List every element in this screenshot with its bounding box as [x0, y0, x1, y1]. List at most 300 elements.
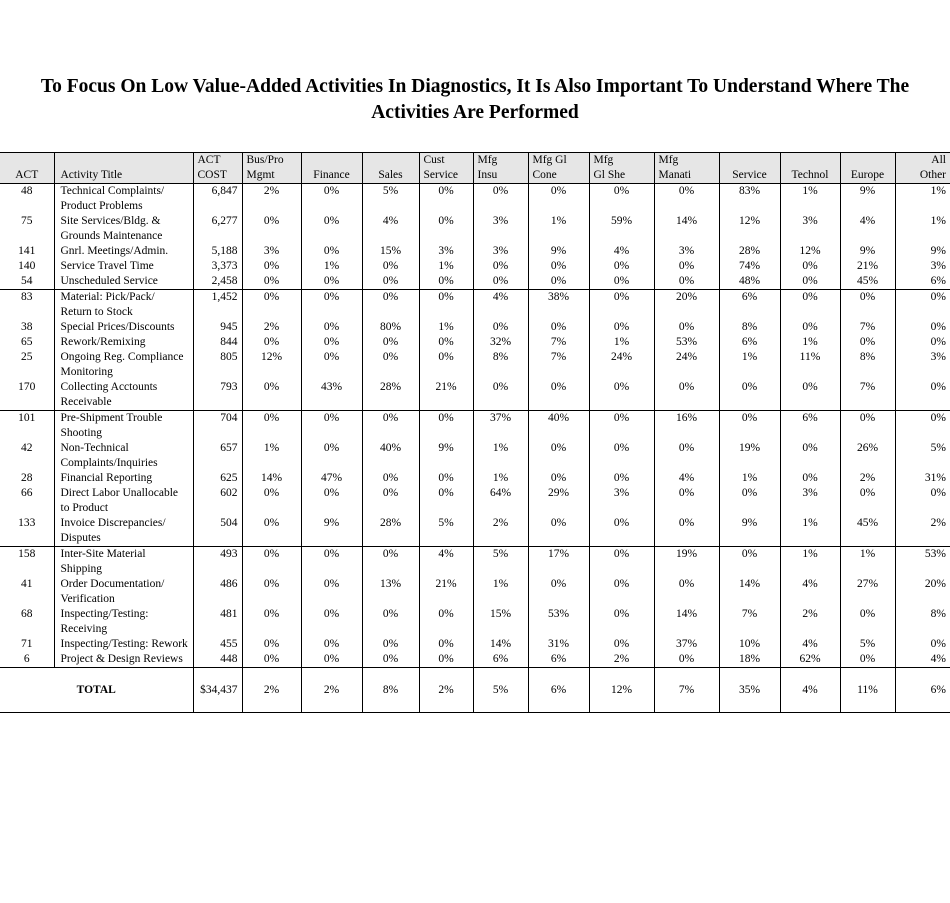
act-cost-cell: 2,458: [193, 274, 242, 290]
percent-cell: 1%: [419, 259, 473, 274]
percent-cell: 4%: [473, 290, 528, 321]
percent-cell: 1%: [419, 320, 473, 335]
header-line2: Technol: [791, 169, 829, 181]
percent-cell: 0%: [840, 486, 895, 516]
activity-title-cell: Ongoing Reg. Compliance Monitoring: [54, 350, 193, 380]
percent-cell: 6%: [895, 274, 950, 290]
header-cell-finance: [301, 153, 362, 184]
percent-cell: 0%: [242, 516, 301, 547]
activity-title-cell: Material: Pick/Pack/ Return to Stock: [54, 290, 193, 321]
percent-cell: 3%: [242, 244, 301, 259]
table-row: [0, 441, 950, 471]
percent-cell: 53%: [895, 547, 950, 578]
header-line2: Other: [919, 169, 946, 181]
percent-cell: 3%: [419, 244, 473, 259]
percent-cell: 0%: [301, 652, 362, 668]
percent-cell: 1%: [242, 441, 301, 471]
act-number-cell: 170: [18, 381, 36, 393]
percent-cell: 40%: [362, 441, 419, 471]
header-line2: ACT: [15, 169, 39, 181]
percent-cell: 13%: [362, 577, 419, 607]
activity-title-cell: Inspecting/Testing: Receiving: [54, 607, 193, 637]
act-cost-cell: 1,452: [193, 290, 242, 321]
table-row: [0, 547, 950, 578]
percent-cell: 4%: [362, 214, 419, 244]
percent-cell: 0%: [589, 184, 654, 215]
percent-cell: 0%: [362, 607, 419, 637]
header-cell-technol: [780, 153, 840, 184]
percent-cell: 1%: [301, 259, 362, 274]
percent-cell: 0%: [242, 637, 301, 652]
percent-cell: 0%: [528, 320, 589, 335]
act-cost-cell: 5,188: [193, 244, 242, 259]
percent-cell: 3%: [473, 214, 528, 244]
header-cell-bus-pro-mgmt: [242, 153, 301, 184]
table-row: [0, 516, 950, 547]
percent-cell: 0%: [301, 335, 362, 350]
percent-cell: 0%: [242, 335, 301, 350]
percent-cell: 0%: [654, 516, 719, 547]
percent-cell: 0%: [589, 259, 654, 274]
percent-cell: 0%: [589, 380, 654, 411]
percent-cell: 47%: [301, 471, 362, 486]
percent-cell: 14%: [654, 607, 719, 637]
header-line2: COST: [197, 169, 227, 181]
percent-cell: 0%: [654, 320, 719, 335]
percent-cell: 0%: [419, 411, 473, 442]
percent-cell: 1%: [780, 184, 840, 215]
percent-cell: 24%: [589, 350, 654, 380]
act-number-cell: 41: [21, 578, 33, 590]
act-number-cell: 65: [21, 336, 33, 348]
act-cost-cell: 481: [193, 607, 242, 637]
act-number-cell: 75: [21, 215, 33, 227]
percent-cell: 6%: [473, 652, 528, 668]
act-number-cell: 83: [0, 290, 54, 321]
total-percent-cell: 6%: [895, 668, 950, 713]
act-cost-cell: 625: [193, 471, 242, 486]
activity-title-cell: Order Documentation/ Verification: [54, 577, 193, 607]
header-line2: Activity Title: [60, 169, 123, 181]
header-cell-mfg-manati: [654, 153, 719, 184]
percent-cell: 0%: [780, 259, 840, 274]
header-cell-cust-service: [419, 153, 473, 184]
header-cell-europe: [840, 153, 895, 184]
percent-cell: 1%: [780, 547, 840, 578]
percent-cell: 0%: [242, 652, 301, 668]
percent-cell: 8%: [840, 350, 895, 380]
percent-cell: 9%: [301, 516, 362, 547]
table-row: [0, 320, 950, 335]
act-cost-cell: 793: [193, 380, 242, 411]
percent-cell: 0%: [589, 471, 654, 486]
percent-cell: 28%: [362, 380, 419, 411]
header-line2: Service: [732, 169, 767, 181]
percent-cell: 29%: [528, 486, 589, 516]
percent-cell: 74%: [719, 259, 780, 274]
percent-cell: 3%: [895, 259, 950, 274]
percent-cell: 0%: [301, 274, 362, 290]
percent-cell: 0%: [589, 441, 654, 471]
activity-title-cell: Rework/Remixing: [54, 335, 193, 350]
percent-cell: 7%: [719, 607, 780, 637]
header-line2: Service: [423, 169, 458, 181]
table-row: [0, 380, 950, 411]
act-number-cell: 140: [18, 260, 36, 272]
percent-cell: 0%: [301, 607, 362, 637]
header-line2: Cone: [532, 169, 557, 181]
percent-cell: 0%: [301, 214, 362, 244]
percent-cell: 0%: [654, 441, 719, 471]
percent-cell: 6%: [780, 411, 840, 442]
percent-cell: 1%: [473, 471, 528, 486]
header-line1: Cust: [423, 154, 445, 166]
percent-cell: 4%: [840, 214, 895, 244]
act-number-cell: 28: [21, 472, 33, 484]
act-number-cell: 6: [23, 653, 30, 665]
header-cell-act-cost: [193, 153, 242, 184]
percent-cell: 5%: [419, 516, 473, 547]
percent-cell: 0%: [840, 411, 895, 442]
act-number-cell: 71: [21, 638, 33, 650]
percent-cell: 27%: [840, 577, 895, 607]
activity-title-cell: Unscheduled Service: [54, 274, 193, 290]
act-number-cell: 42: [21, 442, 33, 454]
percent-cell: 7%: [528, 350, 589, 380]
percent-cell: 12%: [780, 244, 840, 259]
percent-cell: 4%: [780, 577, 840, 607]
table-body: [0, 184, 950, 713]
percent-cell: 4%: [654, 471, 719, 486]
percent-cell: 7%: [528, 335, 589, 350]
percent-cell: 14%: [473, 637, 528, 652]
table-row: [0, 471, 950, 486]
percent-cell: 9%: [840, 244, 895, 259]
table-row: [0, 244, 950, 259]
percent-cell: 0%: [419, 652, 473, 668]
percent-cell: 59%: [589, 214, 654, 244]
percent-cell: 0%: [362, 274, 419, 290]
percent-cell: 0%: [895, 320, 950, 335]
act-cost-cell: 704: [193, 411, 242, 442]
act-number-cell: 101: [0, 411, 54, 442]
percent-cell: 3%: [473, 244, 528, 259]
percent-cell: 0%: [362, 547, 419, 578]
percent-cell: 0%: [473, 184, 528, 215]
percent-cell: 0%: [780, 380, 840, 411]
percent-cell: 0%: [473, 274, 528, 290]
percent-cell: 0%: [895, 411, 950, 442]
percent-cell: 1%: [589, 335, 654, 350]
percent-cell: 9%: [419, 441, 473, 471]
percent-cell: 0%: [419, 486, 473, 516]
percent-cell: 0%: [301, 441, 362, 471]
percent-cell: 0%: [301, 547, 362, 578]
percent-cell: 0%: [589, 577, 654, 607]
percent-cell: 1%: [895, 214, 950, 244]
activity-title-cell: Pre-Shipment Trouble Shooting: [54, 411, 193, 442]
percent-cell: 1%: [840, 547, 895, 578]
header-line1: Mfg: [593, 154, 614, 166]
percent-cell: 40%: [528, 411, 589, 442]
activity-title-cell: Non-Technical Complaints/Inquiries: [54, 441, 193, 471]
act-cost-cell: 3,373: [193, 259, 242, 274]
percent-cell: 0%: [419, 274, 473, 290]
percent-cell: 37%: [473, 411, 528, 442]
percent-cell: 0%: [301, 577, 362, 607]
percent-cell: 21%: [419, 380, 473, 411]
percent-cell: 45%: [840, 274, 895, 290]
percent-cell: 0%: [301, 320, 362, 335]
percent-cell: 6%: [719, 335, 780, 350]
percent-cell: 0%: [840, 335, 895, 350]
percent-cell: 0%: [895, 380, 950, 411]
percent-cell: 15%: [473, 607, 528, 637]
percent-cell: 0%: [654, 259, 719, 274]
act-number-cell: 25: [21, 351, 33, 363]
percent-cell: 0%: [589, 547, 654, 578]
percent-cell: 0%: [654, 486, 719, 516]
percent-cell: 0%: [419, 184, 473, 215]
percent-cell: 0%: [780, 274, 840, 290]
percent-cell: 0%: [419, 290, 473, 321]
percent-cell: 2%: [840, 471, 895, 486]
percent-cell: 0%: [719, 547, 780, 578]
percent-cell: 0%: [301, 244, 362, 259]
act-number-cell: 68: [21, 608, 33, 620]
percent-cell: 0%: [780, 471, 840, 486]
total-label: TOTAL: [0, 668, 193, 713]
total-percent-cell: 4%: [780, 668, 840, 713]
total-percent-cell: 8%: [362, 668, 419, 713]
total-percent-cell: 11%: [840, 668, 895, 713]
header-line2: Gl She: [593, 169, 626, 181]
percent-cell: 0%: [654, 577, 719, 607]
percent-cell: 45%: [840, 516, 895, 547]
activity-title-cell: Direct Labor Unallocable to Product: [54, 486, 193, 516]
total-percent-cell: 2%: [301, 668, 362, 713]
header-cell-sales: [362, 153, 419, 184]
percent-cell: 7%: [840, 380, 895, 411]
percent-cell: 0%: [654, 184, 719, 215]
percent-cell: 0%: [242, 380, 301, 411]
percent-cell: 0%: [242, 259, 301, 274]
percent-cell: 0%: [589, 274, 654, 290]
percent-cell: 24%: [654, 350, 719, 380]
table-row: [0, 637, 950, 652]
percent-cell: 6%: [719, 290, 780, 321]
percent-cell: 0%: [654, 274, 719, 290]
percent-cell: 9%: [895, 244, 950, 259]
activity-title-cell: Inter-Site Material Shipping: [54, 547, 193, 578]
percent-cell: 0%: [589, 320, 654, 335]
percent-cell: 1%: [780, 516, 840, 547]
percent-cell: 0%: [301, 350, 362, 380]
header-cell-activity-title: [54, 153, 193, 184]
percent-cell: 15%: [362, 244, 419, 259]
activity-title-cell: Project & Design Reviews: [54, 652, 193, 668]
percent-cell: 0%: [419, 607, 473, 637]
act-cost-cell: 448: [193, 652, 242, 668]
header-line1: Bus/Pro: [246, 154, 284, 166]
percent-cell: 0%: [840, 290, 895, 321]
percent-cell: 20%: [654, 290, 719, 321]
percent-cell: 0%: [528, 577, 589, 607]
percent-cell: 31%: [895, 471, 950, 486]
percent-cell: 0%: [362, 350, 419, 380]
percent-cell: 0%: [589, 411, 654, 442]
table-row: [0, 259, 950, 274]
percent-cell: 19%: [654, 547, 719, 578]
total-percent-cell: 2%: [419, 668, 473, 713]
activity-title-cell: Site Services/Bldg. & Grounds Maintenance: [54, 214, 193, 244]
percent-cell: 1%: [895, 184, 950, 215]
percent-cell: 0%: [419, 471, 473, 486]
total-cost-cell: $34,437: [193, 668, 242, 713]
percent-cell: 2%: [780, 607, 840, 637]
total-percent-cell: 7%: [654, 668, 719, 713]
act-number-cell: 141: [18, 245, 36, 257]
percent-cell: 3%: [589, 486, 654, 516]
percent-cell: 0%: [654, 380, 719, 411]
table-row: [0, 577, 950, 607]
percent-cell: 0%: [840, 652, 895, 668]
act-cost-cell: 455: [193, 637, 242, 652]
percent-cell: 0%: [242, 411, 301, 442]
header-line2: Finance: [313, 169, 350, 181]
percent-cell: 0%: [419, 335, 473, 350]
percent-cell: 0%: [719, 380, 780, 411]
activity-title-cell: Special Prices/Discounts: [54, 320, 193, 335]
header-line2: Manati: [658, 169, 692, 181]
percent-cell: 3%: [654, 244, 719, 259]
percent-cell: 0%: [895, 335, 950, 350]
act-number-cell: 66: [21, 487, 33, 499]
activity-title-cell: Technical Complaints/ Product Problems: [54, 184, 193, 215]
act-cost-cell: 844: [193, 335, 242, 350]
percent-cell: 0%: [242, 214, 301, 244]
percent-cell: 2%: [589, 652, 654, 668]
header-cell-mfg-gl-she: [589, 153, 654, 184]
percent-cell: 14%: [654, 214, 719, 244]
percent-cell: 53%: [528, 607, 589, 637]
percent-cell: 0%: [473, 259, 528, 274]
activity-title-cell: Invoice Discrepancies/ Disputes: [54, 516, 193, 547]
percent-cell: 3%: [780, 486, 840, 516]
percent-cell: 0%: [780, 441, 840, 471]
percent-cell: 28%: [719, 244, 780, 259]
table-row: [0, 335, 950, 350]
total-percent-cell: 12%: [589, 668, 654, 713]
percent-cell: 0%: [419, 214, 473, 244]
table-row: [0, 607, 950, 637]
percent-cell: 8%: [473, 350, 528, 380]
percent-cell: 2%: [242, 184, 301, 215]
percent-cell: 14%: [719, 577, 780, 607]
percent-cell: 0%: [362, 652, 419, 668]
percent-cell: 0%: [528, 184, 589, 215]
percent-cell: 80%: [362, 320, 419, 335]
activity-title-cell: Collecting Acctounts Receivable: [54, 380, 193, 411]
percent-cell: 1%: [473, 577, 528, 607]
percent-cell: 0%: [301, 637, 362, 652]
total-row: [0, 668, 950, 713]
percent-cell: 0%: [528, 380, 589, 411]
percent-cell: 31%: [528, 637, 589, 652]
percent-cell: 20%: [895, 577, 950, 607]
header-cell-act: [0, 153, 54, 184]
percent-cell: 0%: [528, 516, 589, 547]
percent-cell: 37%: [654, 637, 719, 652]
percent-cell: 8%: [719, 320, 780, 335]
percent-cell: 38%: [528, 290, 589, 321]
percent-cell: 3%: [780, 214, 840, 244]
table-row: [0, 652, 950, 668]
percent-cell: 9%: [528, 244, 589, 259]
percent-cell: 12%: [242, 350, 301, 380]
percent-cell: 0%: [840, 607, 895, 637]
act-cost-cell: 6,847: [193, 184, 242, 215]
percent-cell: 2%: [242, 320, 301, 335]
percent-cell: 2%: [895, 516, 950, 547]
percent-cell: 0%: [528, 259, 589, 274]
header-line2: Mgmt: [246, 169, 275, 181]
percent-cell: 1%: [719, 350, 780, 380]
percent-cell: 8%: [895, 607, 950, 637]
percent-cell: 0%: [242, 607, 301, 637]
percent-cell: 1%: [528, 214, 589, 244]
table-row: [0, 486, 950, 516]
percent-cell: 0%: [589, 637, 654, 652]
header-line2: Sales: [378, 169, 403, 181]
percent-cell: 0%: [301, 184, 362, 215]
percent-cell: 0%: [362, 637, 419, 652]
act-cost-cell: 602: [193, 486, 242, 516]
percent-cell: 0%: [719, 486, 780, 516]
header-line2: Europe: [850, 169, 885, 181]
percent-cell: 12%: [719, 214, 780, 244]
percent-cell: 2%: [473, 516, 528, 547]
percent-cell: 53%: [654, 335, 719, 350]
activity-title-cell: Gnrl. Meetings/Admin.: [54, 244, 193, 259]
percent-cell: 0%: [362, 486, 419, 516]
table-row: [0, 411, 950, 442]
percent-cell: 1%: [780, 335, 840, 350]
percent-cell: 0%: [301, 290, 362, 321]
percent-cell: 0%: [301, 411, 362, 442]
percent-cell: 0%: [242, 290, 301, 321]
percent-cell: 64%: [473, 486, 528, 516]
percent-cell: 21%: [840, 259, 895, 274]
percent-cell: 0%: [301, 486, 362, 516]
percent-cell: 0%: [473, 320, 528, 335]
percent-cell: 32%: [473, 335, 528, 350]
total-percent-cell: 35%: [719, 668, 780, 713]
percent-cell: 0%: [242, 577, 301, 607]
act-cost-cell: 486: [193, 577, 242, 607]
activity-table: [0, 152, 950, 713]
percent-cell: 4%: [895, 652, 950, 668]
activity-title-cell: Inspecting/Testing: Rework: [54, 637, 193, 652]
act-cost-cell: 6,277: [193, 214, 242, 244]
act-number-cell: 133: [18, 517, 36, 529]
percent-cell: 0%: [528, 471, 589, 486]
percent-cell: 3%: [895, 350, 950, 380]
percent-cell: 0%: [362, 290, 419, 321]
percent-cell: 4%: [780, 637, 840, 652]
percent-cell: 0%: [242, 486, 301, 516]
percent-cell: 0%: [589, 290, 654, 321]
